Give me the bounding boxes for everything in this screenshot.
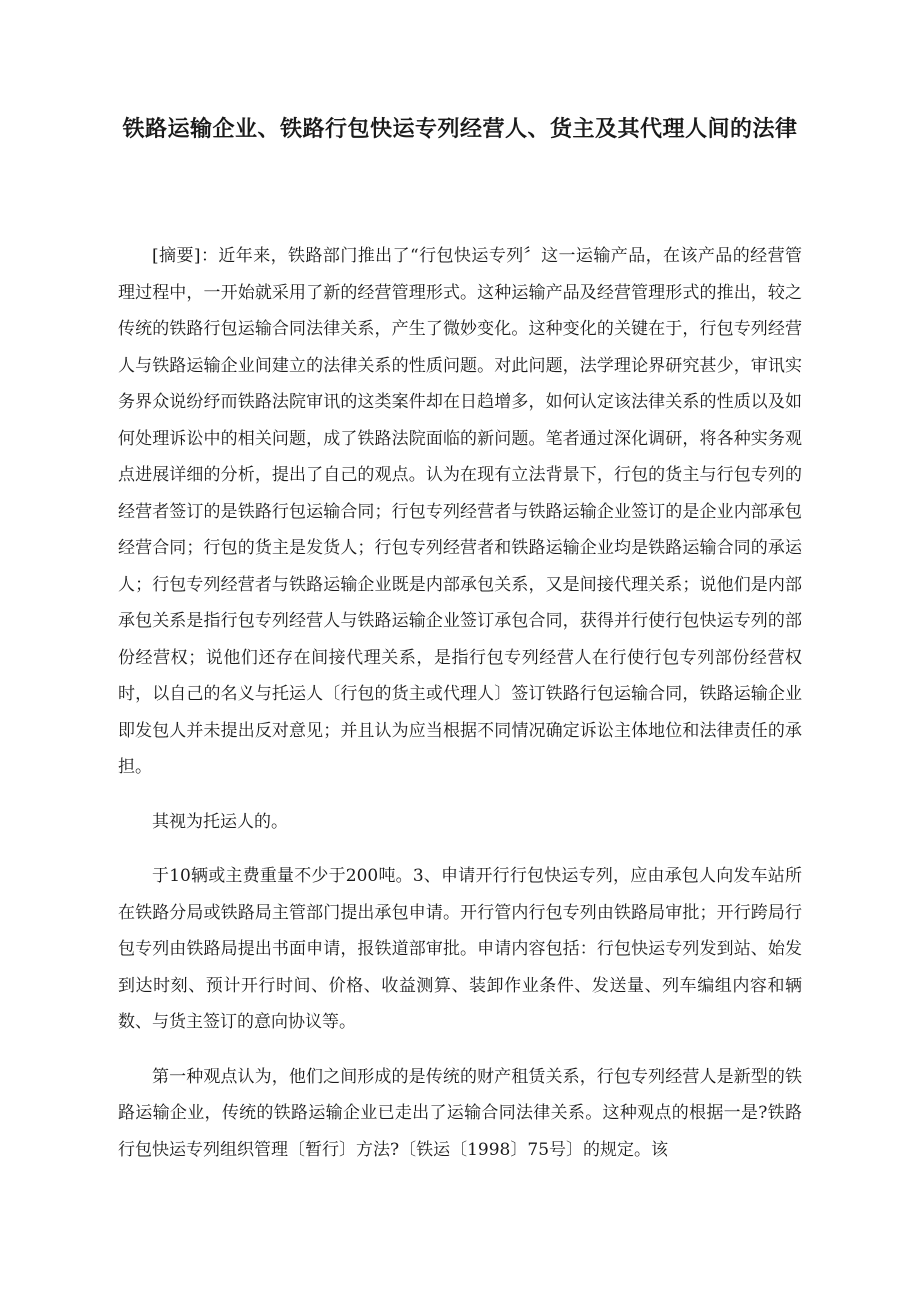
body-paragraph: 其视为托运人的。 — [152, 811, 288, 832]
body-paragraph: 于10辆或主费重量不少于200吨。3、申请开行行包快运专列，应由承包人向发车站所在铁路分局或铁路局主管部门提出承包申请。开行管内行包专列由铁路局审批；开行跨局行包专列由铁路局提出书面申请，报铁道部审批。申请内容包括：行包快运专列发到站、始发到达时刻、预计开行时间、价格、收益测算、装卸作业条件、发送量、列车编组内容和辆数、与货主签订的意向协议等。 — [118, 866, 802, 1032]
body-paragraph: 第一种观点认为，他们之间形成的是传统的财产租赁关系，行包专列经营人是新型的铁路运输企业，传统的铁路运输企业已走出了运输合同法律关系。这种观点的根据一是?铁路行包快运专列组织管理〔暂行〕方法?〔铁运〔1998〕75号〕的规定。该 — [118, 1066, 802, 1160]
document-title: 铁路运输企业、铁路行包快运专列经营人、货主及其代理人间的法律 — [122, 117, 798, 142]
document-body — [118, 238, 802, 1186]
abstract-paragraph: [摘要]：近年来，铁路部门推出了“行包快运专列〞这一运输产品，在该产品的经营管理过程中，一开始就采用了新的经营管理形式。这种运输产品及经营管理形式的推出，较之传统的铁路行包运输合同法律关系，产生了微妙变化。这种变化的关键在于，行包专列经营人与铁路运输企业间建立的法律关系的性质问题。对此问题，法学理论界研究甚少，审讯实务界众说纷纾而铁路法院审讯的这类案件却在日趋增多，如何认定该法律关系的性质以及如何处理诉讼中的相关问题，成了铁路法院面临的新问题。笔者通过深化调研，将各种实务观点进展详细的分析，提出了自己的观点。认为在现有立法背景下，行包的货主与行包专列的经营者签订的是铁路行包运输合同；行包专列经营者与铁路运输企业签订的是企业内部承包经营合同；行包的货主是发货人；行包专列经营者和铁路运输企业均是铁路运输合同的承运人；行包专列经营者与铁路运输企业既是内部承包关系，又是间接代理关系；说他们是内部承包关系是指行包专列经营人与铁路运输企业签订承包合同，获得并行使行包快运专列的部份经营权；说他们还存在间接代理关系，是指行包专列经营人在行使行包专列部份经营权时，以自己的名义与托运人〔行包的货主或代理人〕签订铁路行包运输合同，铁路运输企业即发包人并未提出反对意见；并且认为应当根据不同情况确定诉讼主体地位和法律责任的承担。 — [118, 246, 802, 777]
